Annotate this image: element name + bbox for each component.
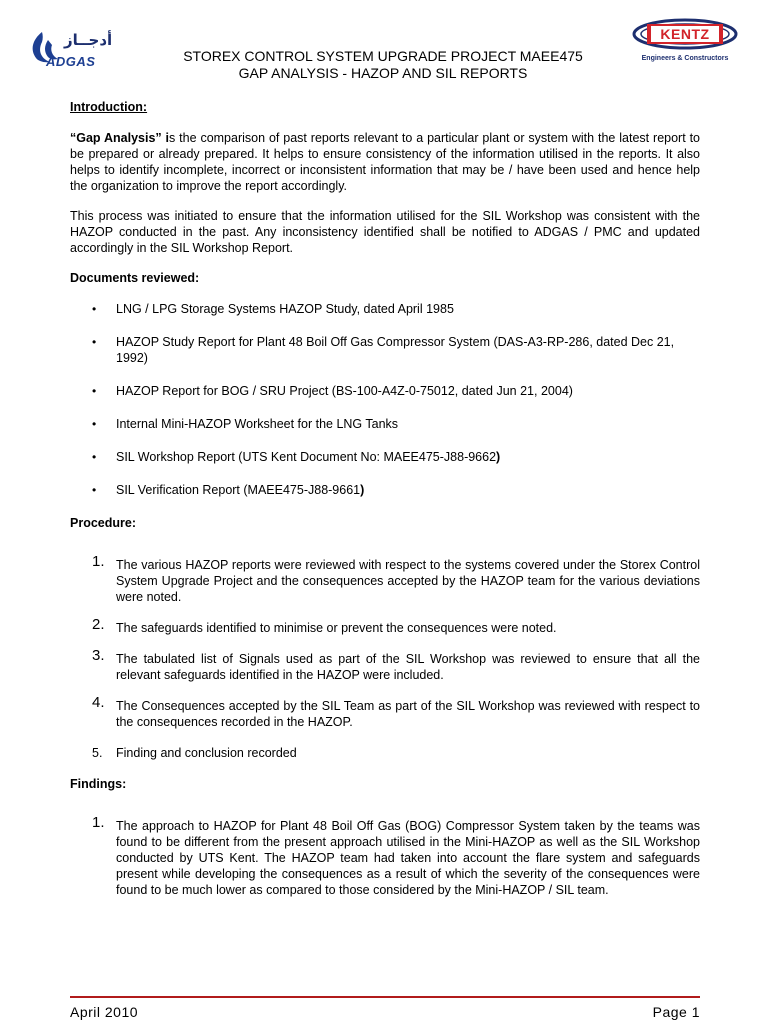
adgas-logo-latin: ADGAS <box>46 54 96 69</box>
list-item-text: HAZOP Report for BOG / SRU Project (BS-100-A4Z-0-75012, dated Jun 21, 2004) <box>116 384 573 398</box>
list-item <box>70 449 700 465</box>
gap-analysis-term: “Gap Analysis” i <box>70 131 170 145</box>
closing-paren: ) <box>496 450 501 464</box>
list-item-text: The Consequences accepted by the SIL Team as part of the SIL Workshop was reviewed with respect to the consequences recorded in the HAZOP. <box>116 699 700 729</box>
list-item <box>70 647 700 683</box>
list-item <box>70 694 700 730</box>
title-line-1: STOREX CONTROL SYSTEM UPGRADE PROJECT MAEE475 <box>183 48 583 64</box>
list-item-text: LNG / LPG Storage Systems HAZOP Study, dated April 1985 <box>116 302 454 316</box>
item-number: 2. <box>92 616 105 633</box>
list-item-text: The safeguards identified to minimise or prevent the consequences were noted. <box>116 621 557 635</box>
footer-rule <box>70 996 700 998</box>
item-number: 4. <box>92 694 105 711</box>
adgas-logo <box>28 30 113 78</box>
introduction-paragraph-1-text: s the comparison of past reports relevant to a particular plant or system with the latest report to be prepared or already prepared. It helps to ensure consistency of the information utilised in the reports. It also helps to identify incomplete, incorrect or inconsistent information that may be / have been used and hence help the organization to improve the report accordingly. <box>70 131 701 193</box>
list-item <box>70 814 700 898</box>
documents-reviewed-heading: Documents reviewed: <box>70 271 200 285</box>
bullet-icon: • <box>92 450 97 464</box>
list-item-text: SIL Workshop Report (UTS Kent Document No: MAEE475-J88-9662 <box>116 450 497 464</box>
list-item-text: The tabulated list of Signals used as part of the SIL Workshop was reviewed to ensure that all the relevant safeguards identified in the HAZOP were included. <box>116 652 700 682</box>
introduction-paragraph-1 <box>70 130 700 194</box>
title-line-2: GAP ANALYSIS - HAZOP AND SIL REPORTS <box>238 65 528 81</box>
list-item <box>70 745 700 761</box>
page-header <box>0 0 768 95</box>
list-item <box>70 334 700 366</box>
closing-paren: ) <box>360 483 365 497</box>
item-number: 1. <box>92 814 105 831</box>
list-item-text: The various HAZOP reports were reviewed with respect to the systems covered under the Storex Control System Upgrade Project and the consequences accepted by the HAZOP team for the various deviations were noted. <box>116 558 700 604</box>
introduction-paragraph-2: This process was initiated to ensure that the information utilised for the SIL Workshop was consistent with the HAZOP conducted in the past. Any inconsistency identified shall be notified to ADGAS / PMC and updated accordingly in the SIL Workshop Report. <box>70 209 700 255</box>
list-item-text: HAZOP Study Report for Plant 48 Boil Off Gas Compressor System (DAS-A3-RP-286, dated Dec 21, 1992) <box>116 335 675 365</box>
kentz-logo-text: KENTZ <box>651 26 719 42</box>
bullet-icon: • <box>92 302 97 316</box>
list-item-text: Internal Mini-HAZOP Worksheet for the LNG Tanks <box>116 417 399 431</box>
list-item <box>70 616 700 636</box>
procedure-heading: Procedure: <box>70 516 136 530</box>
list-item-text: The approach to HAZOP for Plant 48 Boil Off Gas (BOG) Compressor System taken by the teams was found to be different from the present approach utilised in the Mini-HAZOP as well as the SIL Workshop conducted by UTS Kent. The HAZOP team had taken into account the flare system and safeguards present while developing the consequences as a result of which the severity of the consequences were found to be much lower as compared to those considered by the Mini-HAZOP / SIL team. <box>116 819 700 897</box>
document-body <box>70 93 700 913</box>
item-number: 1. <box>92 553 105 570</box>
list-item <box>70 482 700 498</box>
page-title <box>140 48 626 82</box>
item-number: 5. <box>92 746 103 760</box>
item-number: 3. <box>92 647 105 664</box>
list-item-text: SIL Verification Report (MAEE475-J88-9661 <box>116 483 361 497</box>
list-item <box>70 383 700 399</box>
procedure-list <box>70 553 700 761</box>
footer-date: April 2010 <box>70 1004 139 1020</box>
adgas-logo-arabic: أدجــاز <box>64 31 113 49</box>
list-item-text: Finding and conclusion recorded <box>116 746 297 760</box>
kentz-logo <box>632 18 738 70</box>
list-item <box>70 416 700 432</box>
introduction-heading: Introduction: <box>70 100 148 114</box>
bullet-icon: • <box>92 417 97 431</box>
list-item <box>70 553 700 605</box>
documents-list <box>70 301 700 498</box>
list-item <box>70 301 700 317</box>
footer-page-number: Page 1 <box>652 1004 700 1020</box>
bullet-icon: • <box>92 384 97 398</box>
findings-list <box>70 814 700 898</box>
bullet-icon: • <box>92 483 97 497</box>
kentz-tagline: Engineers & Constructors <box>641 55 729 62</box>
bullet-icon: • <box>92 335 97 349</box>
findings-heading: Findings: <box>70 777 127 791</box>
